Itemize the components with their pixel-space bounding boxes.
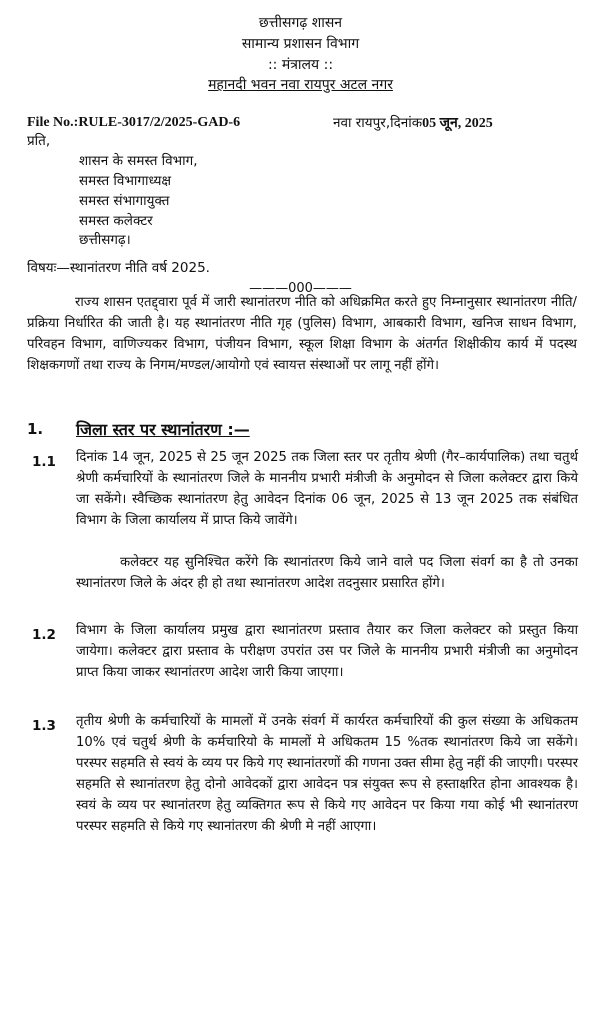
subject-line: विषयः—स्थानांतरण नीति वर्ष 2025. <box>27 260 210 276</box>
date-value: 05 जून, 2025 <box>422 116 493 131</box>
header-government: छत्तीसगढ़ शासन <box>258 15 343 31</box>
clause-text: दिनांक 14 जून, 2025 से 25 जून 2025 तक जिला स्तर पर तृतीय श्रेणी (गैर–कार्यपालिक) तथा चतुर्थ श्रेणी कर्मचारियों के स्थानांतरण जिले के माननीय प्रभारी मंत्रीजी के अनुमोदन से जिला कलेक्टर द्वारा किये जा सकेंगे। स्वैच्छिक स्थानांतरण हेतु आवेदन दिनांक 06 जून, 2025 से 13 जून 2025 तक संबंधित विभाग के जिला कार्यालय में प्राप्त किये जावेंगे। <box>76 450 578 528</box>
recipient-item: शासन के समस्त विभाग, <box>79 153 198 169</box>
clause-text: विभाग के जिला कार्यालय प्रमुख द्वारा स्थानांतरण प्रस्ताव तैयार कर जिला कलेक्टर को प्रस्तुत किया जायेगा। कलेक्टर द्वारा प्रस्ताव के परीक्षण उपरांत उस पर जिले के माननीय प्रभारी मंत्रीजी का अनुमोदन प्राप्त किया जाकर स्थानांतरण आदेश जारी किया जाएगा। <box>76 623 578 680</box>
clause-number: 1.1 <box>32 454 56 470</box>
recipient-item: समस्त संभागायुक्त <box>79 193 170 209</box>
clause-text: तृतीय श्रेणी के कर्मचारियों के मामलों में उनके संवर्ग में कार्यरत कर्मचारियों की कुल संख्या के अधिकतम 10% एवं चतुर्थ श्रेणी के कर्मचारियो के मामलों मे अधिकतम 15 %तक स्थानांतरण किये जा सकेंगे। परस्पर सहमति से स्वयं के व्यय पर किये गए स्थानांतरणों की गणना उक्त सीमा हेतु नहीं की जाएगी। परस्पर सहमति से स्थानांतरण हेतु दोनो आवेदकों द्वारा आवेदन पत्र संयुक्त रूप से हस्ताक्षरित होना आवश्यक है। स्वयं के व्यय पर स्थानांतरण हेतु व्यक्तिगत रूप से किये गए आवेदन पर किया गया कोई भी स्थानांतरण परस्पर सहमति से किये गए स्थानांतरण की श्रेणी मे नहीं आएगा। <box>76 714 578 834</box>
header-ministry: :: मंत्रालय :: <box>267 57 334 73</box>
section-title: जिला स्तर पर स्थानांतरण :— <box>76 420 250 439</box>
clause-text-continued: कलेक्टर यह सुनिश्चित करेंगे कि स्थानांतरण किये जाने वाले पद जिला संवर्ग का है तो उनका स्थानांतरण जिले के अंदर ही हो तथा स्थानांतरण आदेश तदनुसार प्रसारित होंगे। <box>76 555 578 591</box>
section-number: 1. <box>27 420 44 438</box>
header-department: सामान्य प्रशासन विभाग <box>241 36 360 52</box>
intro-paragraph: राज्य शासन एतद्द्वारा पूर्व में जारी स्थानांतरण नीति को अधिक्रमित करते हुए निम्नानुसार स्थानांतरण नीति/प्रक्रिया निर्धारित की जाती है। यह स्थानांतरण नीति गृह (पुलिस) विभाग, आबकारी विभाग, खनिज साधन विभाग, परिवहन विभाग, वाणिज्यकर विभाग, पंजीयन विभाग, स्कूल शिक्षा विभाग के अंतर्गत शिक्षीकीय कार्य में पदस्थ शिक्षकगणों तथा राज्य के निगम/मण्डल/आयोगो एवं स्वायत्त संस्थाओं पर लागू नहीं होंगे। <box>27 295 577 373</box>
header-address: महानदी भवन नवा रायपुर अटल नगर <box>208 77 393 93</box>
recipient-item: समस्त कलेक्टर <box>79 213 153 229</box>
to-label: प्रति, <box>27 133 51 149</box>
recipient-item: छत्तीसगढ़। <box>79 232 131 248</box>
date-line <box>333 113 493 134</box>
recipient-item: समस्त विभागाध्यक्ष <box>79 173 172 189</box>
clause-number: 1.3 <box>32 718 56 734</box>
date-prefix: नवा रायपुर,दिनांक <box>333 115 423 131</box>
file-number: File No.:RULE-3017/2/2025-GAD-6 <box>27 115 241 130</box>
clause-number: 1.2 <box>32 627 56 643</box>
separator: ———000——— <box>249 281 352 296</box>
